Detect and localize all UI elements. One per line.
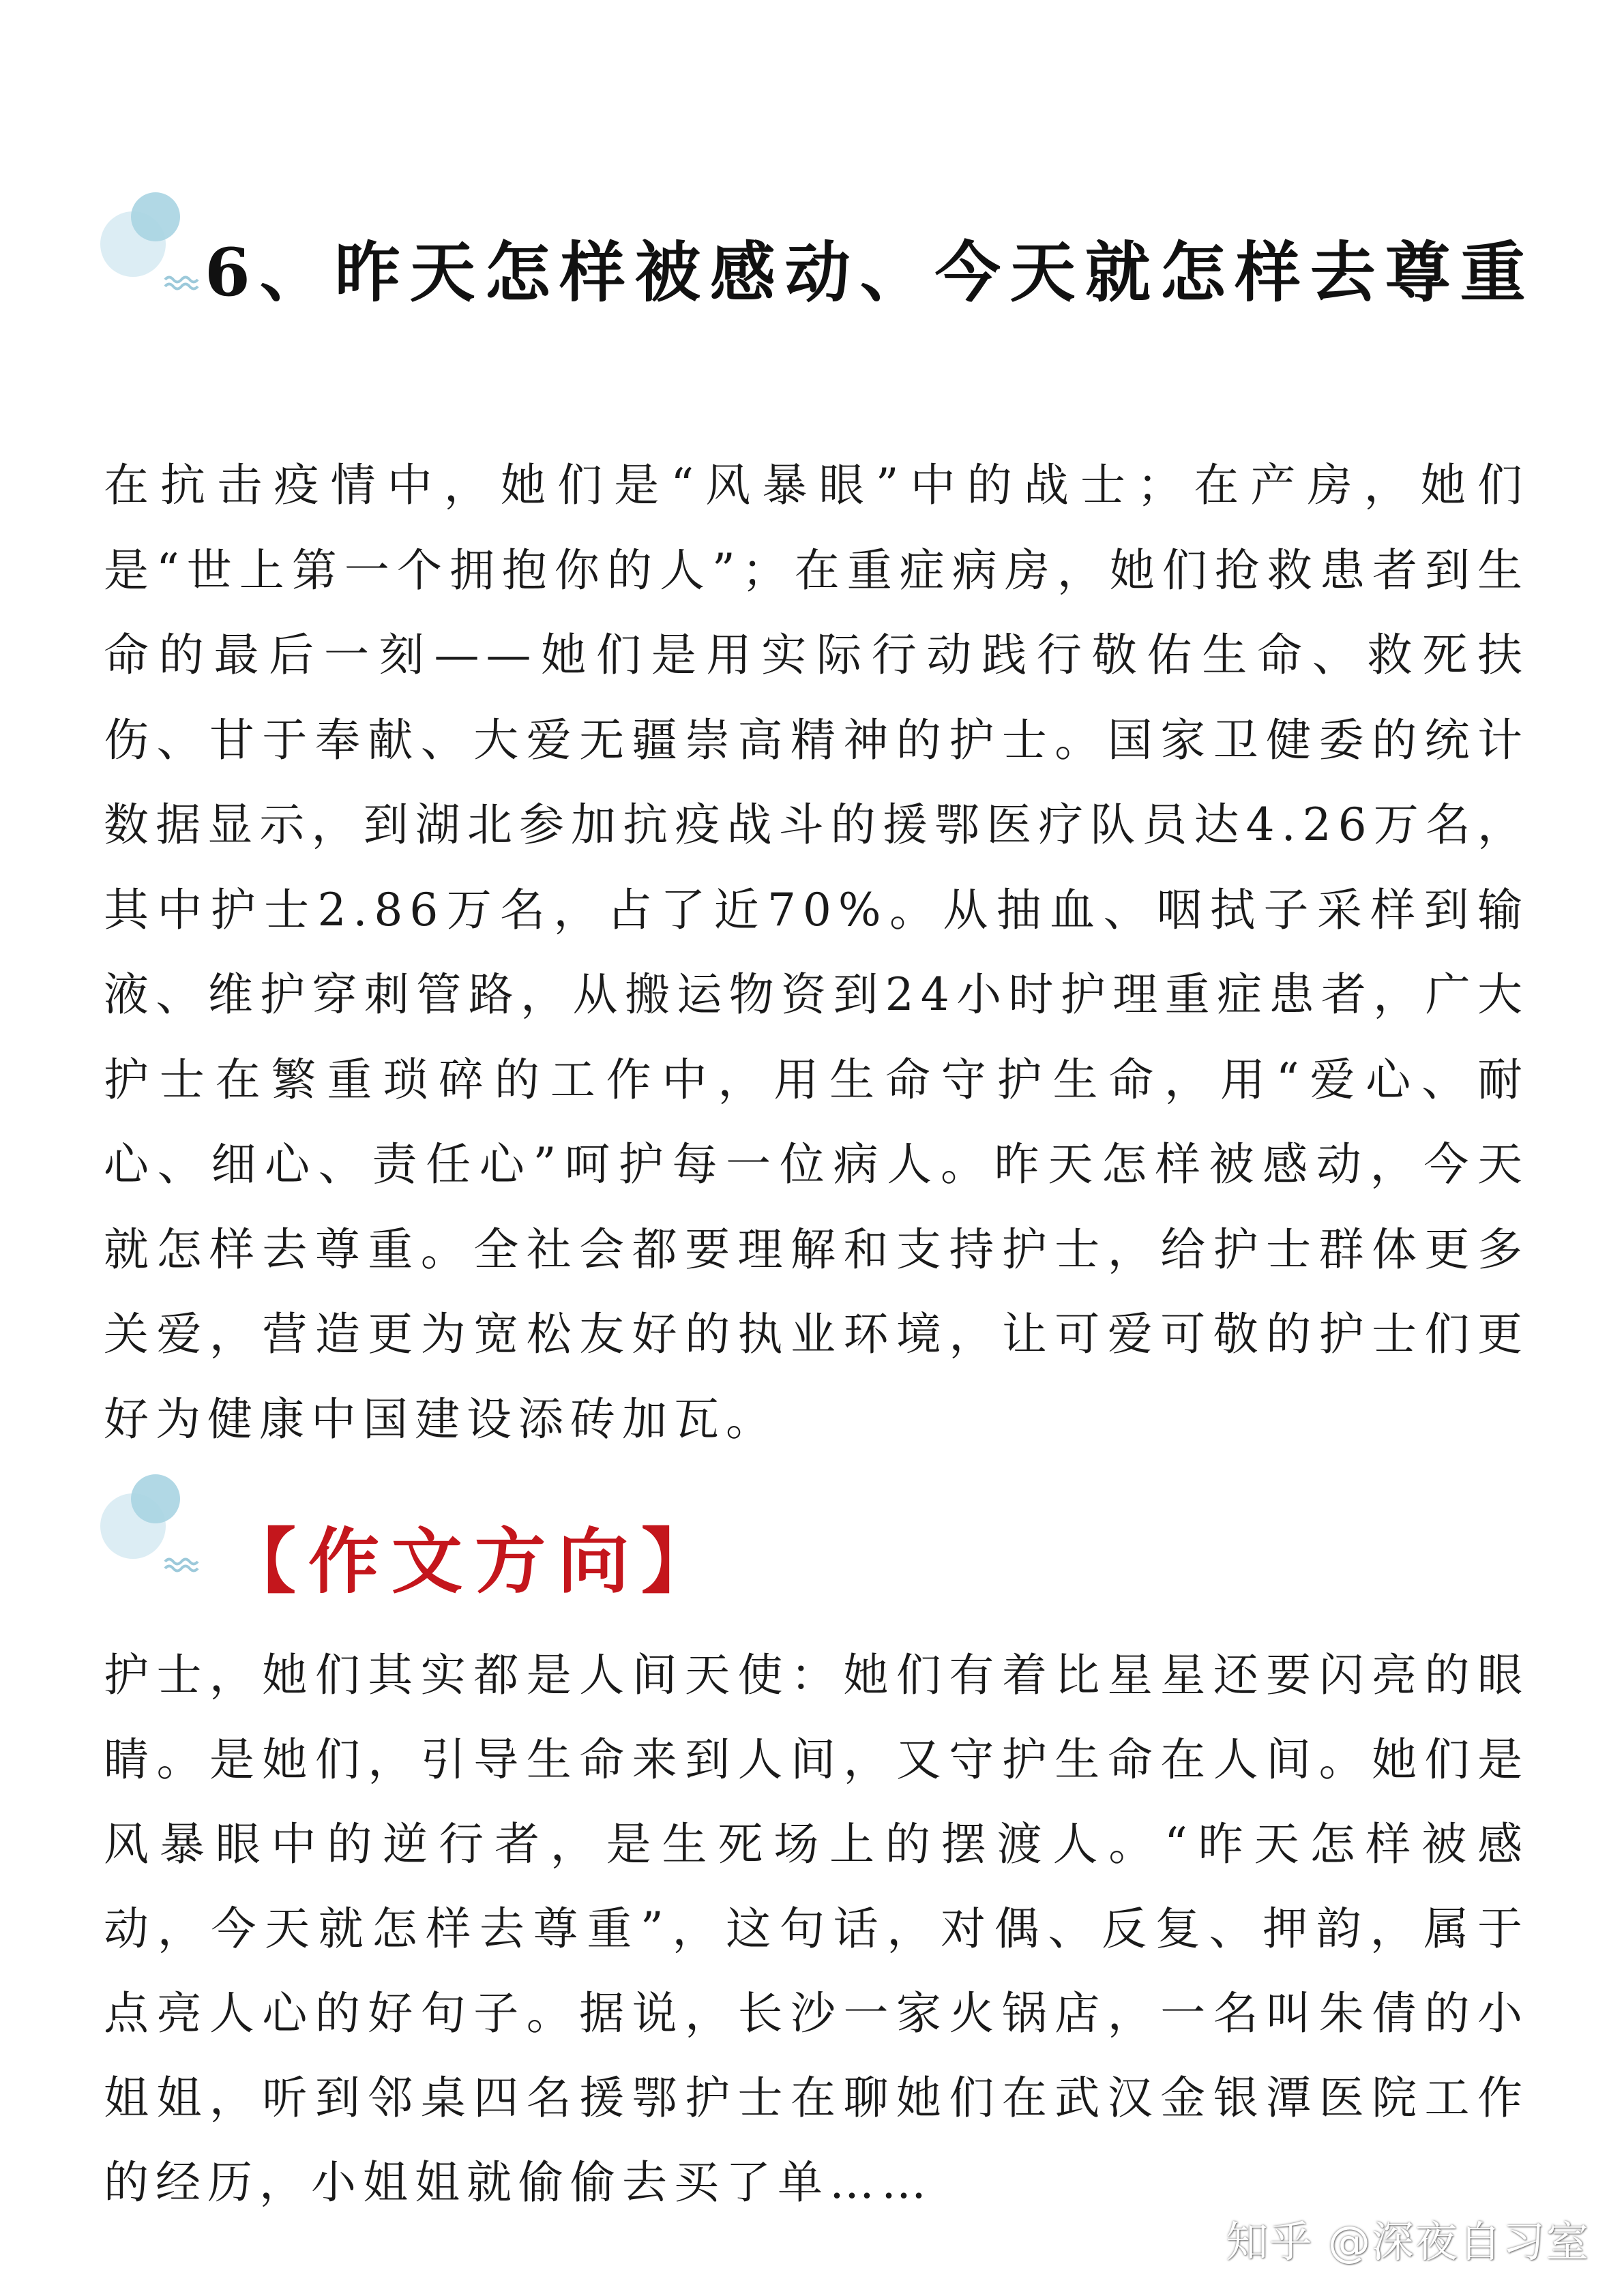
circles-decoration-icon bbox=[95, 1466, 211, 1575]
section-title: 6、昨天怎样被感动、今天就怎样去尊重 bbox=[205, 234, 1535, 311]
writing-direction-title: 【作文方向】 bbox=[225, 1519, 725, 1603]
section-decoration bbox=[95, 184, 211, 293]
writing-direction-decoration bbox=[95, 1466, 211, 1575]
section-body: 在抗击疫情中，她们是“风暴眼”中的战士；在产房，她们是“世上第一个拥抱你的人”；在重症病房，她们抢救患者到生命的最后一刻——她们是用实际行动践行敬佑生命、救死扶伤、甘于奉献、大爱无疆崇高精神的护士。国家卫健委的统计数据显示，到湖北参加抗疫战斗的援鄂医疗队员达4.26万名，其中护士2.86万名，占了近70%。从抽血、咽拭子采样到输液、维护穿刺管路，从搬运物资到24小时护理重症患者，广大护士在繁重琐碎的工作中，用生命守护生命，用“爱心、耐心、细心、责任心”呵护每一位病人。昨天怎样被感动，今天就怎样去尊重。全社会都要理解和支持护士，给护士群体更多关爱，营造更为宽松友好的执业环境，让可爱可敬的护士们更好为健康中国建设添砖加瓦。 bbox=[104, 459, 1529, 1446]
wave-decoration-icon bbox=[165, 1560, 198, 1571]
circles-decoration-icon bbox=[95, 184, 211, 293]
zhihu-watermark: 知乎 @深夜自习室 bbox=[1226, 2217, 1590, 2267]
writing-direction-body: 护士，她们其实都是人间天使：她们有着比星星还要闪亮的眼睛。是她们，引导生命来到人间，又守护生命在人间。她们是风暴眼中的逆行者，是生死场上的摆渡人。“昨天怎样被感动，今天就怎样去尊重”，这句话，对偶、反复、押韵，属于点亮人心的好句子。据说，长沙一家火锅店，一名叫朱倩的小姐姐，听到邻桌四名援鄂护士在聊她们在武汉金银潭医院工作的经历，小姐姐就偷偷去买了单…… bbox=[104, 1649, 1529, 2209]
wave-decoration-icon bbox=[165, 278, 198, 289]
